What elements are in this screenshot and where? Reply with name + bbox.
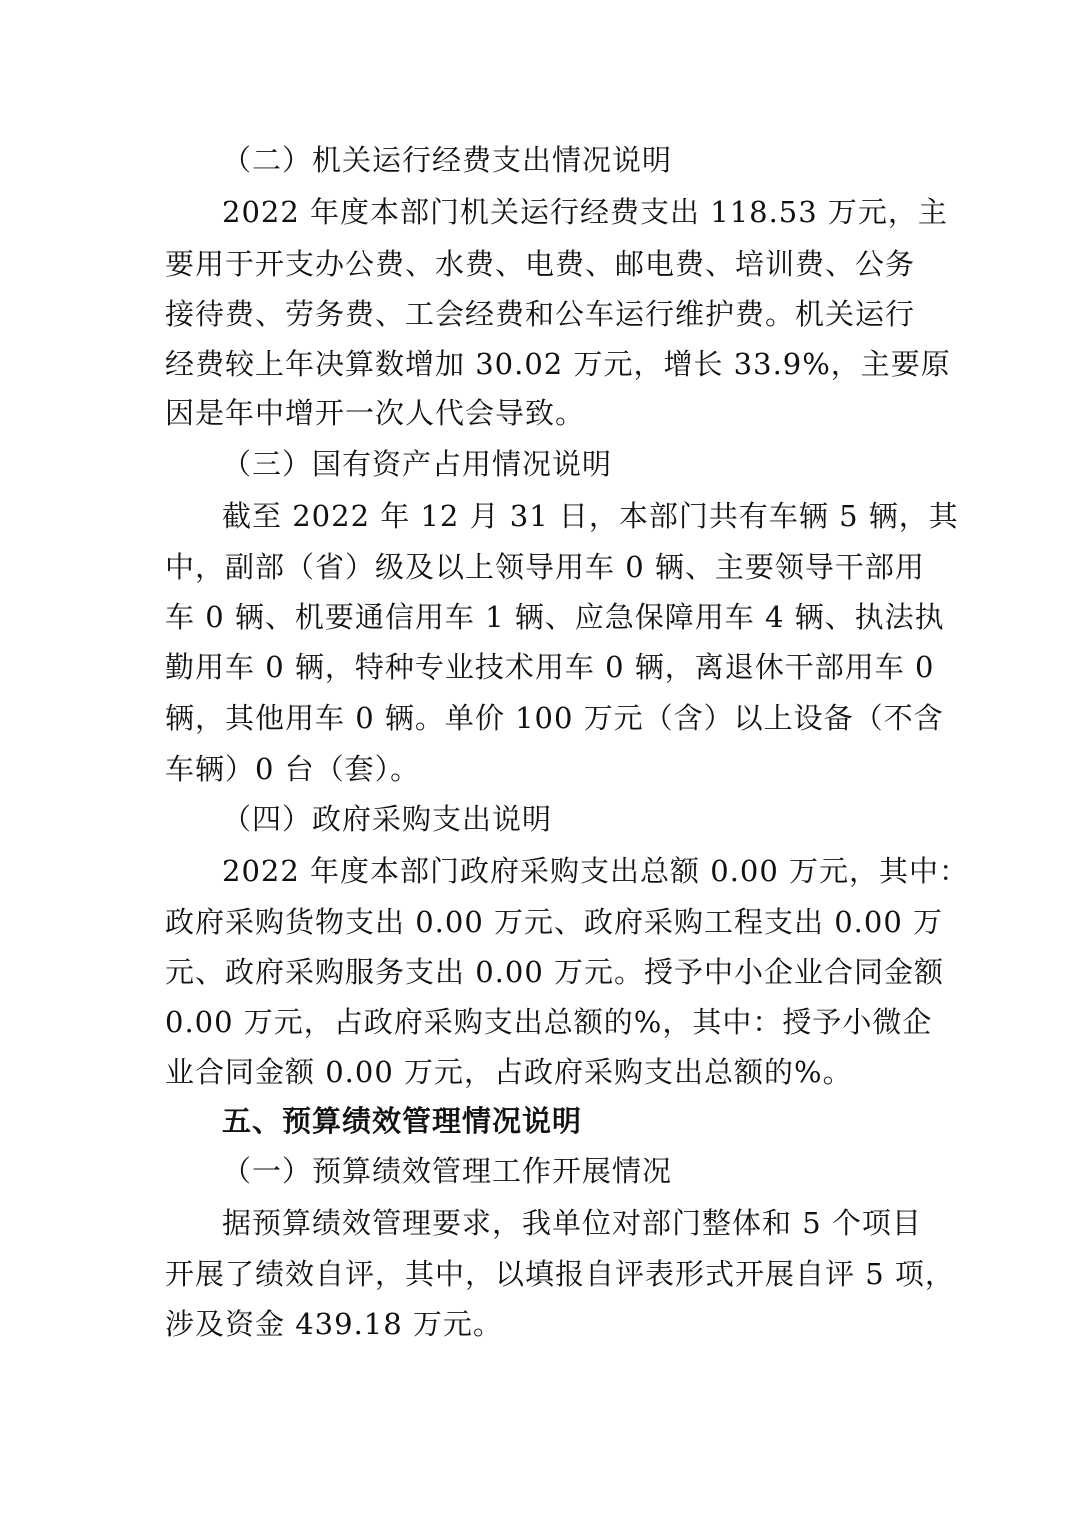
paragraph-line: 要用于开支办公费、水费、电费、邮电费、培训费、公务 [165, 247, 916, 281]
paragraph-line: 业合同金额 0.00 万元，占政府采购支出总额的%。 [165, 1055, 853, 1089]
paragraph-line: 2022 年度本部门政府采购支出总额 0.00 万元，其中： [222, 854, 970, 888]
paragraph-line: 因是年中增开一次人代会导致。 [165, 396, 586, 430]
paragraph-line: 据预算绩效管理要求，我单位对部门整体和 5 个项目 [222, 1206, 922, 1240]
paragraph-line: 政府采购货物支出 0.00 万元、政府采购工程支出 0.00 万 [165, 905, 944, 939]
paragraph-line: 接待费、劳务费、工会经费和公车运行维护费。机关运行 [165, 297, 916, 331]
paragraph-line: 涉及资金 439.18 万元。 [165, 1307, 503, 1341]
paragraph-line: 中，副部（省）级及以上领导用车 0 辆、主要领导干部用 [165, 550, 925, 584]
paragraph-line: 车辆）0 台（套）。 [165, 752, 421, 786]
paragraph-line: 辆，其他用车 0 辆。单价 100 万元（含）以上设备（不含 [165, 701, 944, 735]
subsection-heading: （四）政府采购支出说明 [222, 802, 553, 836]
paragraph-line: 开展了绩效自评，其中，以填报自评表形式开展自评 5 项， [165, 1257, 955, 1291]
paragraph-line: 截至 2022 年 12 月 31 日，本部门共有车辆 5 辆，其 [222, 499, 959, 533]
paragraph-line: 经费较上年决算数增加 30.02 万元，增长 33.9%，主要原 [165, 347, 951, 381]
paragraph-line: 车 0 辆、机要通信用车 1 辆、应急保障用车 4 辆、执法执 [165, 600, 945, 634]
section-heading: 五、预算绩效管理情况说明 [222, 1104, 583, 1138]
paragraph-line: 0.00 万元，占政府采购支出总额的%，其中：授予小微企 [165, 1005, 933, 1039]
subsection-heading: （二）机关运行经费支出情况说明 [222, 143, 673, 177]
paragraph-line: 勤用车 0 辆，特种专业技术用车 0 辆，离退休干部用车 0 [165, 650, 935, 684]
subsection-heading: （三）国有资产占用情况说明 [222, 447, 613, 481]
paragraph-line: 元、政府采购服务支出 0.00 万元。授予中小企业合同金额 [165, 955, 945, 989]
paragraph-line: 2022 年度本部门机关运行经费支出 118.53 万元，主 [222, 195, 948, 229]
subsection-heading: （一）预算绩效管理工作开展情况 [222, 1154, 673, 1188]
